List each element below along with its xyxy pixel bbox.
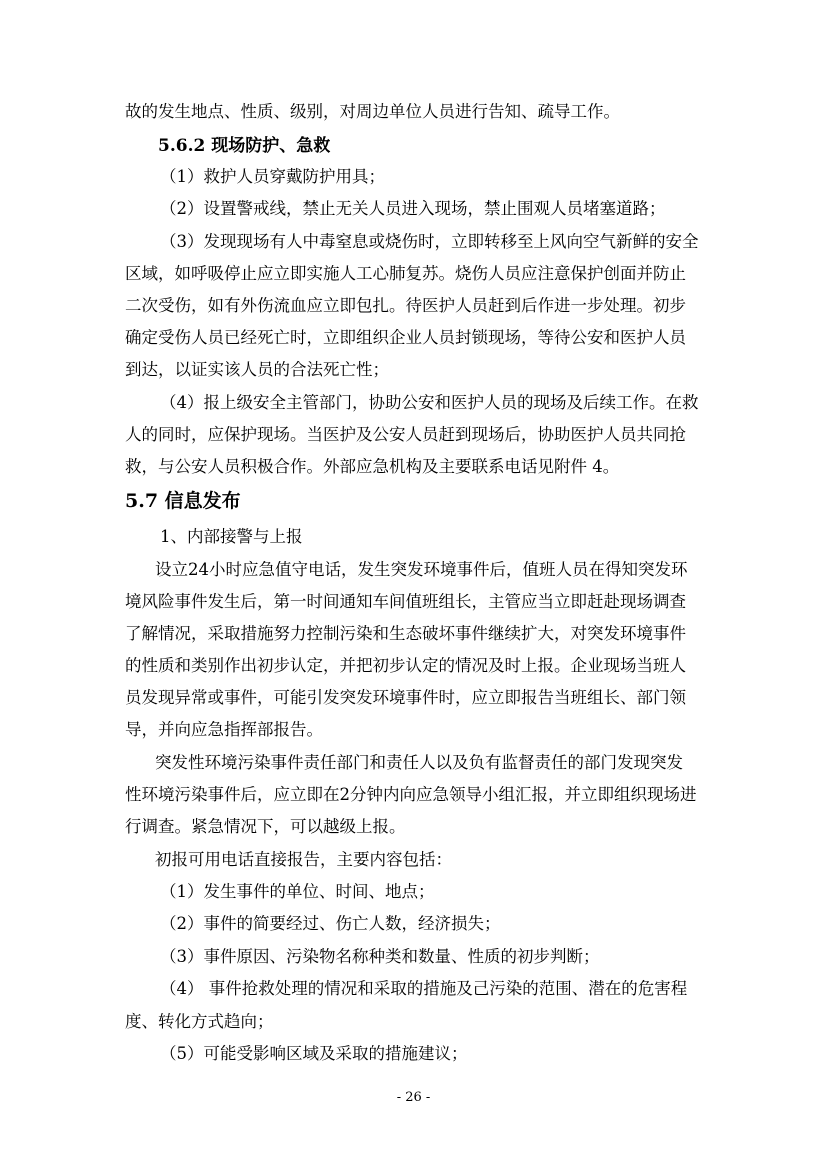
paragraph-line: 故的发生地点、性质、级别，对周边单位人员进行告知、疏导工作。 — [125, 102, 620, 121]
paragraph-line: （3）发现现场有人中毒窒息或烧伤时，立即转移至上风向空气新鲜的安全 — [160, 232, 699, 251]
paragraph-line: （2）事件的简要经过、伤亡人数，经济损失； — [160, 914, 501, 933]
paragraph-line: （5）可能受影响区域及采取的措施建议； — [160, 1044, 468, 1063]
page-number: - 26 - — [396, 1090, 431, 1105]
section-heading-5-7: 5.7 信息发布 — [125, 490, 241, 512]
paragraph-line: 境风险事件发生后，第一时间通知车间值班组长，主管应当立即赶赴现场调查 — [125, 592, 686, 611]
paragraph-line: 救，与公安人员积极合作。外部应急机构及主要联系电话见附件 4。 — [125, 457, 620, 476]
subheading-line: 1、内部接警与上报 — [160, 527, 303, 546]
paragraph-line: 度、转化方式趋向； — [125, 1012, 274, 1031]
paragraph-line: 了解情况，采取措施努力控制污染和生态破坏事件继续扩大，对突发环境事件 — [125, 624, 686, 643]
paragraph-line: 区域，如呼吸停止应立即实施人工心肺复苏。烧伤人员应注意保护创面并防止 — [125, 264, 686, 283]
paragraph-line: （1）发生事件的单位、时间、地点； — [160, 882, 435, 901]
paragraph-line: 设立24小时应急值守电话，发生突发环境事件后，值班人员在得知突发环 — [155, 560, 688, 579]
paragraph-line: 性环境污染事件后，应立即在2分钟内向应急领导小组汇报，并立即组织现场进 — [125, 785, 697, 804]
paragraph-line: 的性质和类别作出初步认定，并把初步认定的情况及时上报。企业现场当班人 — [125, 656, 686, 675]
paragraph-line: （3）事件原因、污染物名称种类和数量、性质的初步判断； — [160, 947, 600, 966]
paragraph-line: 行调查。紧急情况下，可以越级上报。 — [125, 817, 406, 836]
paragraph-line: 突发性环境污染事件责任部门和责任人以及负有监督责任的部门发现突发 — [155, 753, 683, 772]
paragraph-line: （1）救护人员穿戴防护用具； — [160, 167, 385, 186]
paragraph-line: 人的同时，应保护现场。当医护及公安人员赶到现场后，协助医护人员共同抢 — [125, 425, 686, 444]
paragraph-line: （2）设置警戒线，禁止无关人员进入现场，禁止围观人员堵塞道路； — [160, 199, 666, 218]
paragraph-line: （4） 事件抢救处理的情况和采取的措施及己污染的范围、潜在的危害程 — [160, 979, 688, 998]
paragraph-line: 员发现异常或事件，可能引发突发环境事件时，应立即报告当班组长、部门领 — [125, 688, 686, 707]
paragraph-line: 确定受伤人员已经死亡时，立即组织企业人员封锁现场，等待公安和医护人员 — [125, 328, 686, 347]
paragraph-line: 二次受伤，如有外伤流血应立即包扎。待医护人员赶到后作进一步处理。初步 — [125, 296, 686, 315]
paragraph-line: （4）报上级安全主管部门，协助公安和医护人员的现场及后续工作。在救 — [160, 393, 699, 412]
section-heading-5-6-2: 5.6.2 现场防护、急救 — [158, 136, 331, 156]
paragraph-line: 初报可用电话直接报告，主要内容包括： — [155, 850, 452, 869]
paragraph-line: 到达，以证实该人员的合法死亡性； — [125, 360, 389, 379]
paragraph-line: 导，并向应急指挥部报告。 — [125, 720, 323, 739]
